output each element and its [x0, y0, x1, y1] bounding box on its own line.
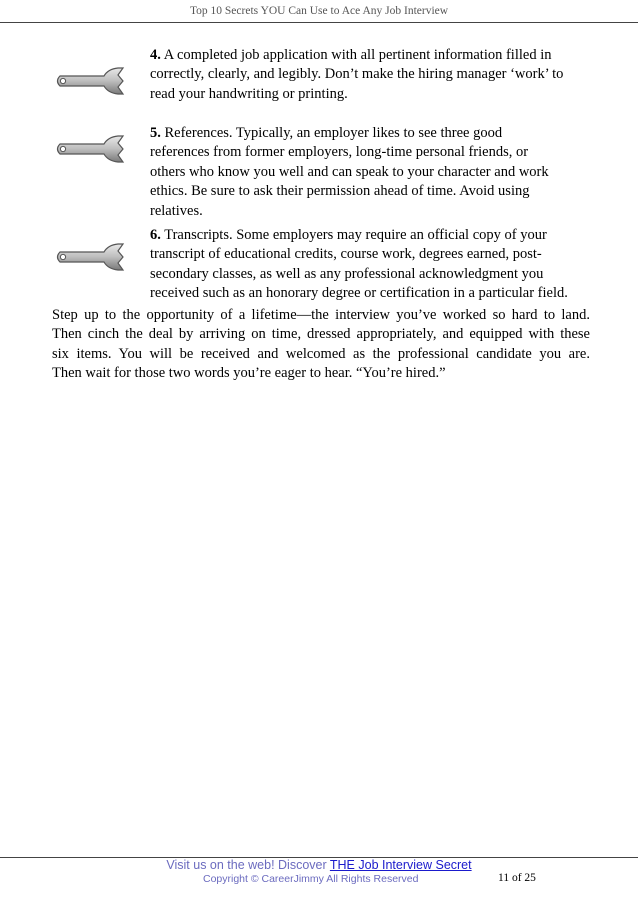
footer-visit-text: Visit us on the web! Discover	[166, 858, 330, 872]
page-header: Top 10 Secrets YOU Can Use to Ace Any Job Interview	[189, 5, 449, 17]
footer-copyright: Copyright © CareerJimmy All Rights Reserved	[203, 873, 419, 885]
wrench-icon	[52, 240, 132, 274]
closing-paragraph	[52, 306, 590, 384]
wrench-icon	[52, 64, 132, 98]
item-text-line: transcript of educational credits, course work, degrees earned, post-	[150, 246, 542, 263]
wrench-icon	[52, 132, 132, 166]
item-text-line: received such as an honorary degree or certification in a particular field.	[150, 285, 568, 302]
footer-visit	[0, 858, 638, 872]
item-text-line: correctly, clearly, and legibly. Don’t make the hiring manager ‘work’ to	[150, 66, 564, 83]
item-text-line: read your handwriting or printing.	[150, 85, 348, 102]
item-text-line: References. Typically, an employer likes to see three good	[164, 125, 503, 141]
footer-link[interactable]: THE Job Interview Secret	[329, 858, 472, 872]
item-text-line: ethics. Be sure to ask their permission ahead of time. Avoid using	[150, 183, 530, 200]
item-text-line: A completed job application with all pertinent information filled in	[163, 47, 552, 63]
paragraph-line: Step up to the opportunity of a lifetime—the interview you’ve worked so hard to land.	[52, 307, 590, 323]
item-text-line: Transcripts. Some employers may require an official copy of your	[164, 227, 547, 243]
item-text-line: secondary classes, as well as any professional acknowledgment you	[150, 265, 544, 282]
paragraph-line: six items. You will be received and welcomed as the professional candidate you are.	[52, 345, 590, 362]
item-number: 6.	[150, 227, 161, 243]
paragraph-line: Then cinch the deal by arriving on time, dressed appropriately, and equipped with these	[52, 326, 590, 343]
item-text-line: others who know you well and can speak to your character and work	[150, 163, 549, 180]
item-number: 5.	[150, 125, 161, 141]
item-text-line: references from former employers, long-time personal friends, or	[150, 144, 529, 161]
page-number: 11 of 25	[498, 872, 536, 884]
item-text-line: relatives.	[150, 202, 203, 219]
paragraph-line: Then wait for those two words you’re eager to hear. “You’re hired.”	[52, 365, 446, 382]
header-divider	[0, 22, 638, 23]
item-number: 4.	[150, 47, 161, 63]
